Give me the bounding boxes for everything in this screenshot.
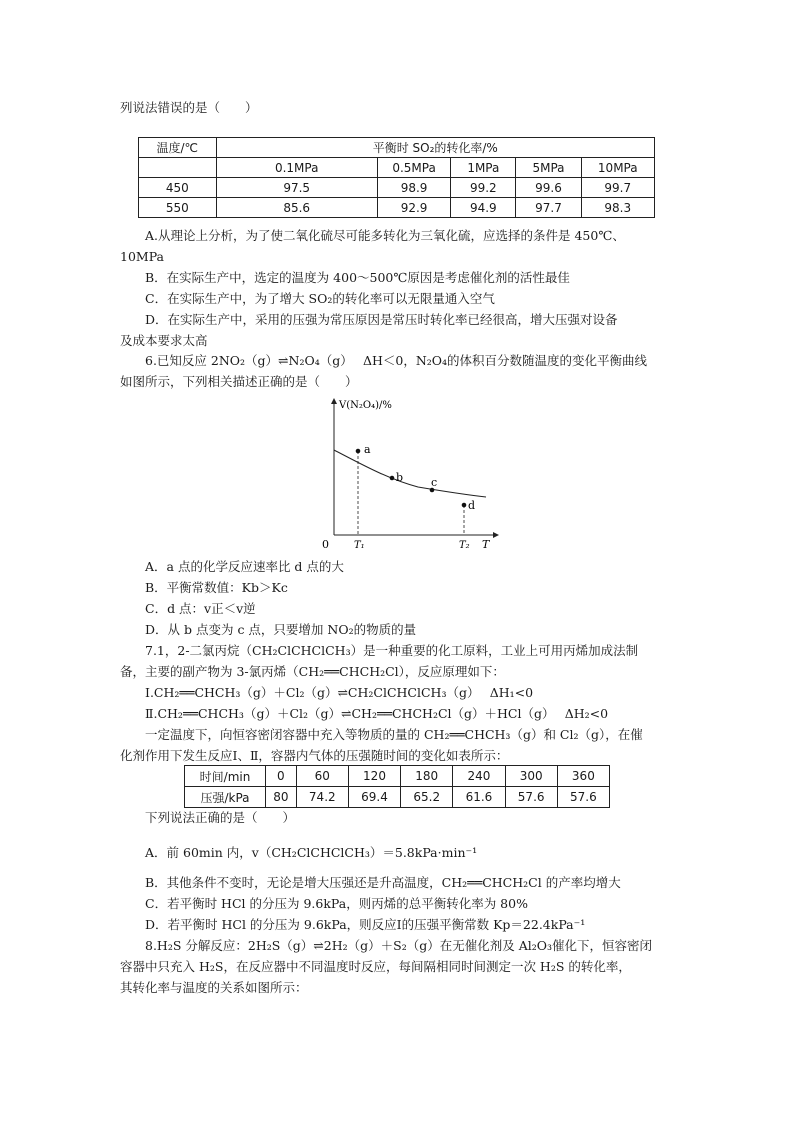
- table-cell: 60: [296, 766, 348, 787]
- table-header-time: 时间/min: [185, 766, 266, 787]
- table-cell: 98.9: [377, 178, 450, 198]
- q5-option-d-cont: 及成本要求太高: [120, 333, 208, 348]
- table-cell: 61.6: [453, 787, 505, 808]
- table-cell: 57.6: [557, 787, 609, 808]
- q8-stem: 8.H₂S 分解反应：2H₂S（g）⇌2H₂（g）＋S₂（g）在无催化剂及 Al₂O₃催化下，恒容密闭: [145, 938, 652, 953]
- chart-point-d: [462, 503, 467, 508]
- table-cell: 99.7: [581, 178, 654, 198]
- chart-point-c-label: c: [431, 476, 438, 489]
- table-pressure-header: 0.5MPa: [377, 158, 450, 178]
- table-cell: 99.6: [516, 178, 581, 198]
- table-group-header: 平衡时 SO₂的转化率/%: [216, 138, 654, 158]
- q6-option-a: A．a 点的化学反应速率比 d 点的大: [145, 559, 344, 574]
- table-cell: 69.4: [348, 787, 400, 808]
- table-cell: 98.3: [581, 198, 654, 218]
- chart-tick-t1: T₁: [354, 540, 365, 551]
- table-cell: 85.6: [216, 198, 377, 218]
- table-pressure-header: 5MPa: [516, 158, 581, 178]
- q7-stem-cont: 备，主要的副产物为 3-氯丙烯（CH₂══CHCH₂Cl），反应原理如下：: [120, 664, 505, 679]
- chart-point-b-label: b: [396, 471, 404, 484]
- chart-equilibrium-curve: [334, 450, 486, 497]
- table-row: [139, 178, 655, 198]
- table-cell: 74.2: [296, 787, 348, 808]
- q7-reaction-1: Ⅰ.CH₂══CHCH₃（g）＋Cl₂（g）⇌CH₂ClCHClCH₃（g） ΔH₁<0: [145, 685, 534, 700]
- table-cell: 450: [139, 178, 217, 198]
- table-pressure-header: 10MPa: [581, 158, 654, 178]
- table-pressure-header: 0.1MPa: [216, 158, 377, 178]
- chart-point-a: [356, 449, 361, 454]
- q8-stem-cont2: 其转化率与温度的关系如图所示：: [120, 980, 308, 995]
- chart-y-label: V(N₂O₄)/%: [339, 400, 392, 411]
- table-cell: 99.2: [451, 178, 516, 198]
- chart-tick-t2: T₂: [459, 540, 470, 551]
- table-cell: 300: [505, 766, 557, 787]
- table-cell: 240: [453, 766, 505, 787]
- table-cell: 180: [401, 766, 453, 787]
- q7-reaction-2: Ⅱ.CH₂══CHCH₃（g）＋Cl₂（g）⇌CH₂══CHCH₂Cl（g）＋HCl（g） ΔH₂<0: [145, 706, 609, 721]
- chart-point-a-label: a: [364, 443, 371, 456]
- chart-origin: 0: [322, 538, 329, 551]
- q5-option-b: B．在实际生产中，选定的温度为 400～500℃原因是考虑催化剂的活性最佳: [145, 270, 570, 285]
- table-pressure-header: 1MPa: [451, 158, 516, 178]
- q7-stem: 7.1，2-二氯丙烷（CH₂ClCHClCH₃）是一种重要的化工原料，工业上可用丙烯加成法制: [145, 643, 639, 658]
- table-cell: 550: [139, 198, 217, 218]
- intro-text: 列说法错误的是（ ）: [120, 100, 258, 115]
- table-cell: 0: [266, 766, 297, 787]
- q5-option-d: D．在实际生产中，采用的压强为常压原因是常压时转化率已经很高，增大压强对设备: [145, 312, 618, 327]
- table-row: [139, 198, 655, 218]
- chart-x-label: T: [482, 538, 490, 551]
- so2-conversion-table: [138, 137, 655, 218]
- q6-stem: 6.已知反应 2NO₂（g）⇌N₂O₄（g） ΔH＜0，N₂O₄的体积百分数随温度的变化平衡曲线: [145, 353, 648, 368]
- table-cell: 94.9: [451, 198, 516, 218]
- table-header-pressure: 压强/kPa: [185, 787, 266, 808]
- q7-text: 一定温度下，向恒容密闭容器中充入等物质的量的 CH₂══CHCH₃（g）和 Cl₂（g），在催: [145, 727, 643, 742]
- q7-option-a: A．前 60min 内，v（CH₂ClCHClCH₃）＝5.8kPa·min⁻¹: [145, 845, 478, 860]
- q5-option-a: A.从理论上分析，为了使二氧化硫尽可能多转化为三氧化硫，应选择的条件是 450℃、: [145, 228, 625, 243]
- q6-option-b: B．平衡常数值：Kb＞Kc: [145, 580, 288, 595]
- table-cell: 360: [557, 766, 609, 787]
- q7-option-b: B．其他条件不变时，无论是增大压强还是升高温度，CH₂══CHCH₂Cl 的产率均增大: [145, 875, 621, 890]
- q7-option-d: D．若平衡时 HCl 的分压为 9.6kPa，则反应Ⅰ的压强平衡常数 Kp＝22.4kPa⁻¹: [145, 917, 586, 932]
- q6-option-d: D．从 b 点变为 c 点，只要增加 NO₂的物质的量: [145, 622, 417, 637]
- q7-text-cont: 化剂作用下发生反应Ⅰ、Ⅱ，容器内气体的压强随时间的变化如表所示：: [120, 748, 509, 763]
- table-cell: 92.9: [377, 198, 450, 218]
- q5-option-c: C．在实际生产中，为了增大 SO₂的转化率可以无限量通入空气: [145, 291, 495, 306]
- chart-point-b: [390, 476, 395, 481]
- q8-stem-cont: 容器中只充入 H₂S，在反应器中不同温度时反应，每间隔相同时间测定一次 H₂S 的转化率，: [120, 959, 631, 974]
- table-row: [185, 766, 610, 787]
- table-cell: 97.5: [216, 178, 377, 198]
- q5-option-a-cont: 10MPa: [120, 249, 165, 264]
- chart-point-d-label: d: [468, 499, 476, 512]
- table-row: [185, 787, 610, 808]
- table-header-temp: 温度/℃: [139, 138, 217, 158]
- table-cell: 97.7: [516, 198, 581, 218]
- q7-ask: 下列说法正确的是（ ）: [145, 810, 296, 825]
- n2o4-equilibrium-chart: [318, 395, 503, 552]
- table-cell: 65.2: [401, 787, 453, 808]
- pressure-time-table: [184, 765, 610, 808]
- table-cell: 80: [266, 787, 297, 808]
- q6-option-c: C．d 点：v正＜v逆: [145, 601, 256, 616]
- q7-option-c: C．若平衡时 HCl 的分压为 9.6kPa，则丙烯的总平衡转化率为 80%: [145, 896, 528, 911]
- table-cell: 57.6: [505, 787, 557, 808]
- q6-stem-cont: 如图所示，下列相关描述正确的是（ ）: [120, 374, 358, 389]
- table-cell: 120: [348, 766, 400, 787]
